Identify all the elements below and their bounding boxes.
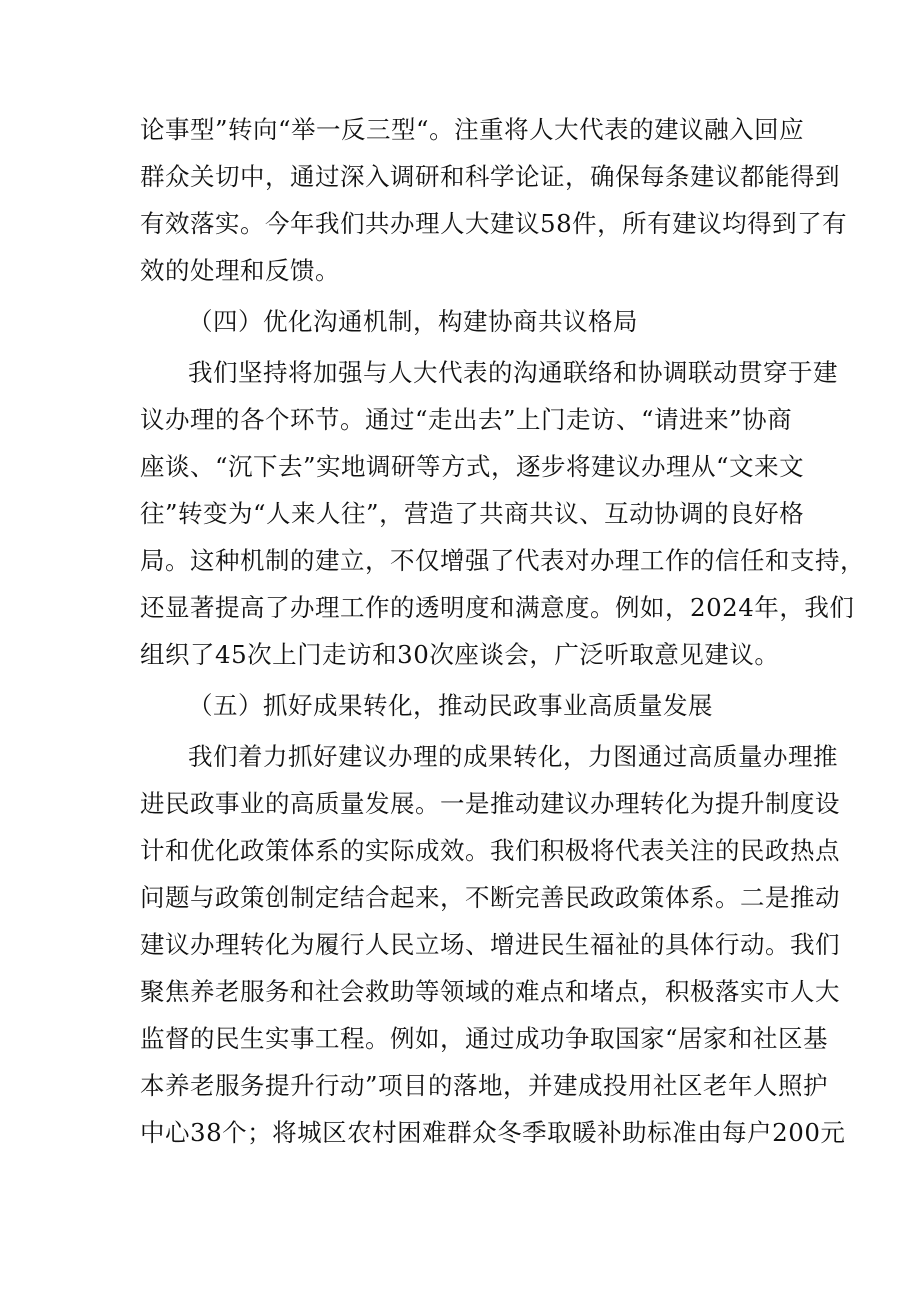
body-text-line: 聚焦养老服务和社会救助等领域的难点和堵点，积极落实市人大: [140, 977, 840, 1006]
body-text-line: 我们着力抓好建议办理的成果转化，力图通过高质量办理推: [188, 742, 838, 771]
body-text-line: 监督的民生实事工程。例如，通过成功争取国家“居家和社区基: [140, 1024, 829, 1053]
body-text-line: 群众关切中，通过深入调研和科学论证，确保每条建议都能得到: [140, 162, 840, 191]
body-text-line: 论事型”转向“举一反三型“。注重将人大代表的建议融入回应: [140, 115, 805, 144]
body-text-line: 本养老服务提升行动”项目的落地，并建成投用社区老年人照护: [140, 1071, 829, 1100]
body-text-line: 计和优化政策体系的实际成效。我们积极将代表关注的民政热点: [140, 836, 840, 865]
body-text-line: 局。这种机制的建立，不仅增强了代表对办理工作的信任和支持，: [140, 546, 865, 575]
section-heading-4: （四）优化沟通机制，构建协商共议格局: [188, 307, 638, 336]
body-text-line: 有效落实。今年我们共办理人大建议58件，所有建议均得到了有: [140, 209, 848, 238]
body-text-line: 组织了45次上门走访和30次座谈会，广泛听取意见建议。: [140, 640, 780, 669]
body-text-line: 问题与政策创制定结合起来，不断完善民政政策体系。二是推动: [140, 883, 840, 912]
body-text-line: 议办理的各个环节。通过“走出去”上门走访、“请进来”协商: [140, 405, 793, 434]
body-text-line: 座谈、“沉下去”实地调研等方式，逐步将建议办理从“文来文: [140, 452, 805, 481]
body-text-line: 还显著提高了办理工作的透明度和满意度。例如，2024年，我们: [140, 593, 855, 622]
body-text-line: 效的处理和反馈。: [140, 256, 340, 285]
body-text-line: 进民政事业的高质量发展。一是推动建议办理转化为提升制度设: [140, 789, 840, 818]
body-text-line: 我们坚持将加强与人大代表的沟通联络和协调联动贯穿于建: [188, 358, 838, 387]
body-text-line: 中心38个；将城区农村困难群众冬季取暖补助标准由每户200元: [140, 1118, 846, 1147]
body-text-line: 往”转变为“人来人往”，营造了共商共议、互动协调的良好格: [140, 499, 805, 528]
body-text-line: 建议办理转化为履行人民立场、增进民生福祉的具体行动。我们: [140, 930, 840, 959]
section-heading-5: （五）抓好成果转化，推动民政事业高质量发展: [188, 691, 713, 720]
